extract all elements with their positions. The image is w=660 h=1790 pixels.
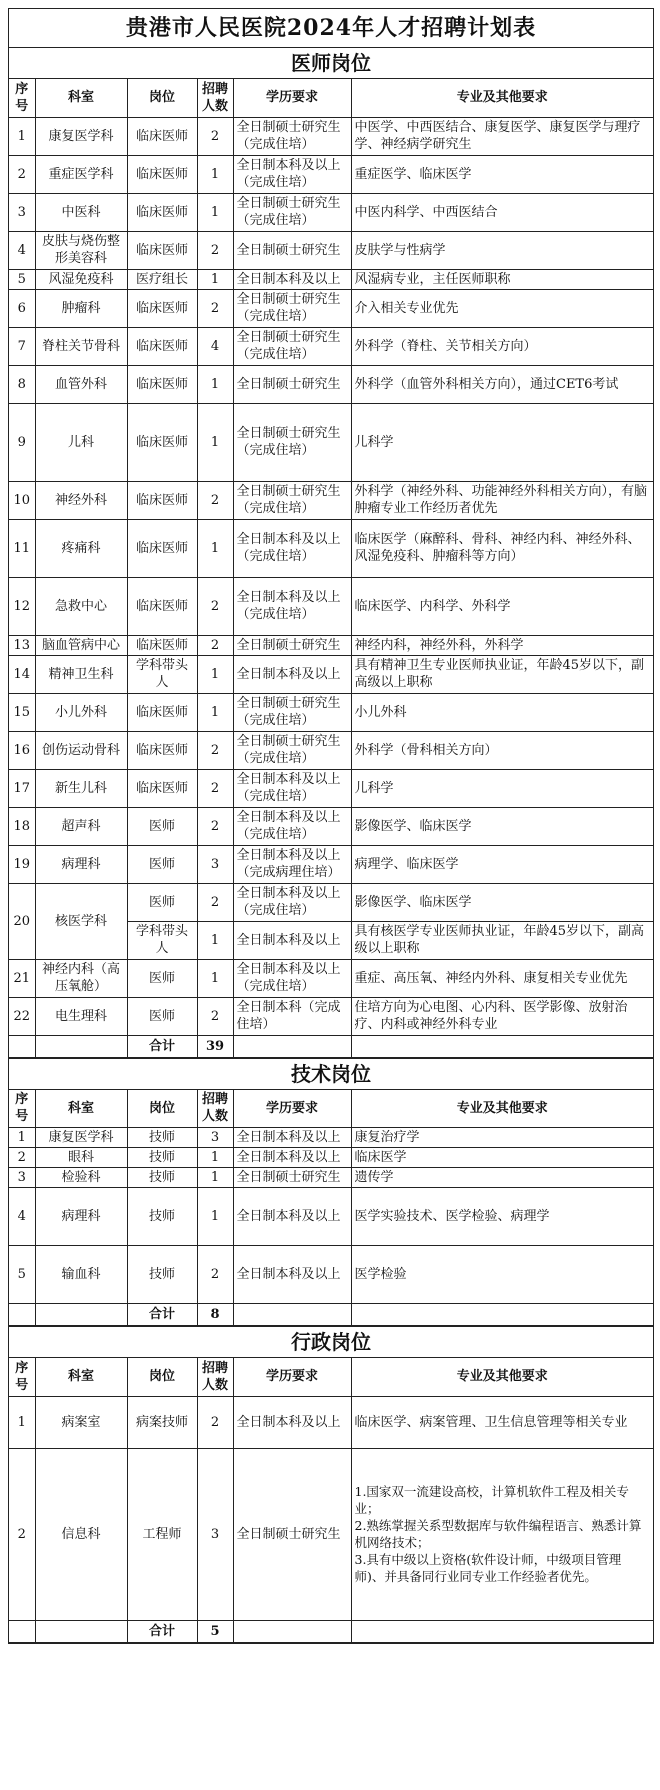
col-header-education: 学历要求 bbox=[233, 1090, 351, 1128]
cell-education: 全日制硕士研究生 bbox=[233, 231, 351, 269]
cell-requirements: 重症、高压氧、神经内外科、康复相关专业优先 bbox=[351, 959, 653, 997]
table-row bbox=[9, 959, 653, 997]
cell-requirements: 遗传学 bbox=[351, 1168, 653, 1188]
table-row bbox=[9, 577, 653, 635]
total-value: 5 bbox=[197, 1620, 233, 1642]
cell-requirements: 医学实验技术、医学检验、病理学 bbox=[351, 1188, 653, 1246]
cell-count: 3 bbox=[197, 1448, 233, 1620]
recruitment-sheet bbox=[8, 8, 654, 1644]
cell-dept: 脊柱关节骨科 bbox=[35, 327, 127, 365]
cell-count: 2 bbox=[197, 731, 233, 769]
cell-count: 1 bbox=[197, 155, 233, 193]
cell-education: 全日制本科及以上 bbox=[233, 921, 351, 959]
cell-requirements: 康复治疗学 bbox=[351, 1128, 653, 1148]
cell-education: 全日制硕士研究生（完成住培） bbox=[233, 289, 351, 327]
total-label: 合计 bbox=[127, 1304, 197, 1326]
table-row bbox=[9, 997, 653, 1035]
cell-count: 2 bbox=[197, 289, 233, 327]
cell-dept: 创伤运动骨科 bbox=[35, 731, 127, 769]
col-header-count: 招聘人数 bbox=[197, 1358, 233, 1396]
cell-count: 2 bbox=[197, 883, 233, 921]
doctor-table bbox=[9, 79, 653, 1058]
cell-no: 12 bbox=[9, 577, 35, 635]
cell-dept: 急救中心 bbox=[35, 577, 127, 635]
cell-count: 1 bbox=[197, 1188, 233, 1246]
col-header-no: 序号 bbox=[9, 1358, 35, 1396]
cell-requirements: 皮肤学与性病学 bbox=[351, 231, 653, 269]
page-title: 贵港市人民医院2024年人才招聘计划表 bbox=[9, 9, 653, 48]
cell-post: 技师 bbox=[127, 1148, 197, 1168]
cell-dept: 小儿外科 bbox=[35, 693, 127, 731]
cell-post: 医师 bbox=[127, 883, 197, 921]
table-row bbox=[9, 883, 653, 921]
table-row bbox=[9, 481, 653, 519]
cell-requirements: 具有核医学专业医师执业证，年龄45岁以下，副高级以上职称 bbox=[351, 921, 653, 959]
table-row bbox=[9, 231, 653, 269]
col-header-dept: 科室 bbox=[35, 1090, 127, 1128]
cell-dept: 病理科 bbox=[35, 1188, 127, 1246]
table-row bbox=[9, 1168, 653, 1188]
col-header-post: 岗位 bbox=[127, 1358, 197, 1396]
cell-no: 9 bbox=[9, 403, 35, 481]
cell-count: 1 bbox=[197, 921, 233, 959]
cell-count: 3 bbox=[197, 845, 233, 883]
table-row bbox=[9, 289, 653, 327]
col-header-education: 学历要求 bbox=[233, 79, 351, 117]
table-row bbox=[9, 365, 653, 403]
cell-post: 技师 bbox=[127, 1246, 197, 1304]
cell-post: 病案技师 bbox=[127, 1396, 197, 1448]
cell-count: 1 bbox=[197, 959, 233, 997]
cell-dept: 重症医学科 bbox=[35, 155, 127, 193]
col-header-requirements: 专业及其他要求 bbox=[351, 1090, 653, 1128]
cell-post: 临床医师 bbox=[127, 403, 197, 481]
cell-education: 全日制硕士研究生（完成住培） bbox=[233, 403, 351, 481]
cell-no: 3 bbox=[9, 193, 35, 231]
cell-post: 技师 bbox=[127, 1168, 197, 1188]
table-row bbox=[9, 845, 653, 883]
cell-dept: 疼痛科 bbox=[35, 519, 127, 577]
col-header-no: 序号 bbox=[9, 79, 35, 117]
cell-education: 全日制硕士研究生（完成住培） bbox=[233, 327, 351, 365]
cell-education: 全日制硕士研究生（完成住培） bbox=[233, 193, 351, 231]
cell-no: 2 bbox=[9, 1448, 35, 1620]
cell-requirements: 重症医学、临床医学 bbox=[351, 155, 653, 193]
cell-post: 临床医师 bbox=[127, 693, 197, 731]
total-row bbox=[9, 1304, 653, 1326]
table-row bbox=[9, 769, 653, 807]
cell-requirements: 儿科学 bbox=[351, 769, 653, 807]
table-row bbox=[9, 193, 653, 231]
cell-dept: 神经内科（高压氧舱） bbox=[35, 959, 127, 997]
cell-count: 2 bbox=[197, 997, 233, 1035]
cell-requirements: 中医内科学、中西医结合 bbox=[351, 193, 653, 231]
cell-dept: 儿科 bbox=[35, 403, 127, 481]
cell-education: 全日制本科及以上（完成住培） bbox=[233, 769, 351, 807]
col-header-no: 序号 bbox=[9, 1090, 35, 1128]
table-row bbox=[9, 1148, 653, 1168]
cell-count: 1 bbox=[197, 193, 233, 231]
cell-dept: 新生儿科 bbox=[35, 769, 127, 807]
cell-no: 8 bbox=[9, 365, 35, 403]
cell-count: 1 bbox=[197, 655, 233, 693]
cell-requirements: 外科学（脊柱、关节相关方向） bbox=[351, 327, 653, 365]
col-header-requirements: 专业及其他要求 bbox=[351, 79, 653, 117]
requirement-line: 3.具有中级以上资格(软件设计师，中级项目管理师)、并具备同行业同专业工作经验者优先。 bbox=[354, 1552, 622, 1584]
cell-no: 1 bbox=[9, 1396, 35, 1448]
cell-count: 2 bbox=[197, 481, 233, 519]
cell-no: 6 bbox=[9, 289, 35, 327]
cell-requirements: 临床医学（麻醉科、骨科、神经内科、神经外科、风湿免疫科、肿瘤科等方向） bbox=[351, 519, 653, 577]
col-header-requirements: 专业及其他要求 bbox=[351, 1358, 653, 1396]
cell-requirements: 住培方向为心电图、心内科、医学影像、放射治疗、内科或神经外科专业 bbox=[351, 997, 653, 1035]
section-heading-doctor: 医师岗位 bbox=[9, 48, 653, 79]
section-heading-tech: 技术岗位 bbox=[9, 1058, 653, 1090]
cell-no: 7 bbox=[9, 327, 35, 365]
cell-no: 14 bbox=[9, 655, 35, 693]
col-header-count: 招聘人数 bbox=[197, 79, 233, 117]
cell-no: 5 bbox=[9, 269, 35, 289]
cell-no: 18 bbox=[9, 807, 35, 845]
cell-requirements: 影像医学、临床医学 bbox=[351, 883, 653, 921]
table-header-row bbox=[9, 79, 653, 117]
cell-no: 4 bbox=[9, 231, 35, 269]
admin-table bbox=[9, 1358, 653, 1643]
table-row bbox=[9, 269, 653, 289]
total-value: 8 bbox=[197, 1304, 233, 1326]
col-header-post: 岗位 bbox=[127, 79, 197, 117]
cell-count: 2 bbox=[197, 117, 233, 155]
cell-dept: 病理科 bbox=[35, 845, 127, 883]
total-label: 合计 bbox=[127, 1035, 197, 1057]
cell-requirements: 儿科学 bbox=[351, 403, 653, 481]
cell-count: 1 bbox=[197, 365, 233, 403]
cell-dept: 康复医学科 bbox=[35, 117, 127, 155]
cell-post: 临床医师 bbox=[127, 635, 197, 655]
cell-post: 工程师 bbox=[127, 1448, 197, 1620]
total-value: 39 bbox=[197, 1035, 233, 1057]
cell-education: 全日制本科及以上（完成住培） bbox=[233, 155, 351, 193]
cell-no: 16 bbox=[9, 731, 35, 769]
cell-dept: 输血科 bbox=[35, 1246, 127, 1304]
cell-dept: 风湿免疫科 bbox=[35, 269, 127, 289]
cell-no: 22 bbox=[9, 997, 35, 1035]
section-heading-admin: 行政岗位 bbox=[9, 1326, 653, 1358]
cell-post: 医师 bbox=[127, 807, 197, 845]
cell-post: 临床医师 bbox=[127, 193, 197, 231]
cell-count: 2 bbox=[197, 807, 233, 845]
cell-post: 临床医师 bbox=[127, 365, 197, 403]
cell-post: 临床医师 bbox=[127, 155, 197, 193]
cell-no: 1 bbox=[9, 117, 35, 155]
cell-post: 临床医师 bbox=[127, 481, 197, 519]
table-row bbox=[9, 155, 653, 193]
cell-requirements: 中医学、中西医结合、康复医学、康复医学与理疗学、神经病学研究生 bbox=[351, 117, 653, 155]
cell-requirements: 外科学（骨科相关方向） bbox=[351, 731, 653, 769]
cell-count: 2 bbox=[197, 635, 233, 655]
cell-no: 3 bbox=[9, 1168, 35, 1188]
table-row bbox=[9, 1188, 653, 1246]
cell-no: 19 bbox=[9, 845, 35, 883]
cell-count: 2 bbox=[197, 769, 233, 807]
cell-requirements: 神经内科，神经外科，外科学 bbox=[351, 635, 653, 655]
cell-no: 21 bbox=[9, 959, 35, 997]
cell-count: 1 bbox=[197, 1168, 233, 1188]
cell-requirements: 临床医学、内科学、外科学 bbox=[351, 577, 653, 635]
cell-education: 全日制硕士研究生（完成住培） bbox=[233, 693, 351, 731]
cell-education: 全日制本科及以上（完成病理住培） bbox=[233, 845, 351, 883]
requirement-line: 2.熟练掌握关系型数据库与软件编程语言、熟悉计算机网络技术； bbox=[354, 1518, 642, 1550]
cell-no: 5 bbox=[9, 1246, 35, 1304]
cell-education: 全日制本科及以上（完成住培） bbox=[233, 519, 351, 577]
col-header-count: 招聘人数 bbox=[197, 1090, 233, 1128]
cell-requirements: 影像医学、临床医学 bbox=[351, 807, 653, 845]
cell-requirements: 风湿病专业，主任医师职称 bbox=[351, 269, 653, 289]
cell-education: 全日制硕士研究生（完成住培） bbox=[233, 117, 351, 155]
cell-post: 医疗组长 bbox=[127, 269, 197, 289]
cell-requirements: 外科学（神经外科、功能神经外科相关方向），有脑肿瘤专业工作经历者优先 bbox=[351, 481, 653, 519]
table-row bbox=[9, 655, 653, 693]
cell-dept: 皮肤与烧伤整形美容科 bbox=[35, 231, 127, 269]
cell-post: 临床医师 bbox=[127, 231, 197, 269]
table-row bbox=[9, 693, 653, 731]
cell-count: 1 bbox=[197, 519, 233, 577]
table-row bbox=[9, 635, 653, 655]
cell-no: 2 bbox=[9, 1148, 35, 1168]
table-row bbox=[9, 807, 653, 845]
cell-post: 医师 bbox=[127, 845, 197, 883]
cell-post: 技师 bbox=[127, 1128, 197, 1148]
cell-no: 4 bbox=[9, 1188, 35, 1246]
table-row bbox=[9, 1246, 653, 1304]
table-row bbox=[9, 327, 653, 365]
cell-requirements: 临床医学、病案管理、卫生信息管理等相关专业 bbox=[351, 1396, 653, 1448]
cell-education: 全日制本科及以上 bbox=[233, 269, 351, 289]
col-header-dept: 科室 bbox=[35, 79, 127, 117]
cell-requirements: 医学检验 bbox=[351, 1246, 653, 1304]
cell-requirements: 小儿外科 bbox=[351, 693, 653, 731]
cell-education: 全日制本科及以上 bbox=[233, 1246, 351, 1304]
cell-education: 全日制本科及以上（完成住培） bbox=[233, 959, 351, 997]
col-header-education: 学历要求 bbox=[233, 1358, 351, 1396]
cell-requirements: 介入相关专业优先 bbox=[351, 289, 653, 327]
cell-post: 医师 bbox=[127, 997, 197, 1035]
cell-no: 2 bbox=[9, 155, 35, 193]
cell-no: 15 bbox=[9, 693, 35, 731]
table-header-row bbox=[9, 1358, 653, 1396]
cell-requirements: 具有精神卫生专业医师执业证，年龄45岁以下，副高级以上职称 bbox=[351, 655, 653, 693]
requirement-line: 1.国家双一流建设高校，计算机软件工程及相关专业； bbox=[354, 1484, 629, 1516]
cell-count: 1 bbox=[197, 269, 233, 289]
cell-education: 全日制本科及以上 bbox=[233, 1128, 351, 1148]
cell-dept: 信息科 bbox=[35, 1448, 127, 1620]
cell-post: 技师 bbox=[127, 1188, 197, 1246]
cell-no: 11 bbox=[9, 519, 35, 577]
cell-education: 全日制本科（完成住培） bbox=[233, 997, 351, 1035]
cell-count: 2 bbox=[197, 1246, 233, 1304]
cell-dept: 中医科 bbox=[35, 193, 127, 231]
col-header-post: 岗位 bbox=[127, 1090, 197, 1128]
cell-post: 学科带头人 bbox=[127, 921, 197, 959]
cell-no: 20 bbox=[9, 883, 35, 959]
cell-dept: 精神卫生科 bbox=[35, 655, 127, 693]
cell-requirements bbox=[351, 1448, 653, 1620]
cell-education: 全日制本科及以上 bbox=[233, 655, 351, 693]
cell-count: 2 bbox=[197, 577, 233, 635]
cell-dept: 康复医学科 bbox=[35, 1128, 127, 1148]
cell-requirements: 外科学（血管外科相关方向），通过CET6考试 bbox=[351, 365, 653, 403]
cell-education: 全日制硕士研究生 bbox=[233, 365, 351, 403]
cell-post: 医师 bbox=[127, 959, 197, 997]
cell-no: 1 bbox=[9, 1128, 35, 1148]
cell-education: 全日制本科及以上 bbox=[233, 1396, 351, 1448]
total-row bbox=[9, 1035, 653, 1057]
cell-post: 临床医师 bbox=[127, 731, 197, 769]
cell-dept: 脑血管病中心 bbox=[35, 635, 127, 655]
cell-post: 临床医师 bbox=[127, 289, 197, 327]
cell-education: 全日制本科及以上 bbox=[233, 1148, 351, 1168]
cell-count: 2 bbox=[197, 1396, 233, 1448]
cell-education: 全日制本科及以上（完成住培） bbox=[233, 883, 351, 921]
table-row bbox=[9, 117, 653, 155]
tech-table bbox=[9, 1090, 653, 1327]
cell-dept: 神经外科 bbox=[35, 481, 127, 519]
cell-count: 1 bbox=[197, 693, 233, 731]
cell-post: 临床医师 bbox=[127, 519, 197, 577]
cell-no: 17 bbox=[9, 769, 35, 807]
cell-no: 10 bbox=[9, 481, 35, 519]
cell-education: 全日制硕士研究生 bbox=[233, 635, 351, 655]
col-header-dept: 科室 bbox=[35, 1358, 127, 1396]
cell-requirements: 病理学、临床医学 bbox=[351, 845, 653, 883]
cell-education: 全日制硕士研究生 bbox=[233, 1168, 351, 1188]
cell-education: 全日制硕士研究生 bbox=[233, 1448, 351, 1620]
cell-post: 临床医师 bbox=[127, 117, 197, 155]
cell-requirements: 临床医学 bbox=[351, 1148, 653, 1168]
table-row bbox=[9, 403, 653, 481]
cell-dept: 核医学科 bbox=[35, 883, 127, 959]
table-row bbox=[9, 731, 653, 769]
cell-dept: 检验科 bbox=[35, 1168, 127, 1188]
cell-education: 全日制本科及以上（完成住培） bbox=[233, 577, 351, 635]
table-row bbox=[9, 1396, 653, 1448]
cell-dept: 电生理科 bbox=[35, 997, 127, 1035]
cell-count: 1 bbox=[197, 403, 233, 481]
cell-dept: 肿瘤科 bbox=[35, 289, 127, 327]
table-row bbox=[9, 519, 653, 577]
cell-no: 13 bbox=[9, 635, 35, 655]
cell-education: 全日制硕士研究生（完成住培） bbox=[233, 731, 351, 769]
cell-dept: 血管外科 bbox=[35, 365, 127, 403]
cell-dept: 病案室 bbox=[35, 1396, 127, 1448]
cell-education: 全日制硕士研究生（完成住培） bbox=[233, 481, 351, 519]
cell-count: 4 bbox=[197, 327, 233, 365]
table-row bbox=[9, 1128, 653, 1148]
cell-education: 全日制本科及以上（完成住培） bbox=[233, 807, 351, 845]
table-row bbox=[9, 1448, 653, 1620]
cell-count: 1 bbox=[197, 1148, 233, 1168]
cell-post: 临床医师 bbox=[127, 769, 197, 807]
cell-dept: 超声科 bbox=[35, 807, 127, 845]
cell-post: 临床医师 bbox=[127, 577, 197, 635]
cell-dept: 眼科 bbox=[35, 1148, 127, 1168]
cell-count: 2 bbox=[197, 231, 233, 269]
total-label: 合计 bbox=[127, 1620, 197, 1642]
table-header-row bbox=[9, 1090, 653, 1128]
total-row bbox=[9, 1620, 653, 1642]
cell-post: 临床医师 bbox=[127, 327, 197, 365]
cell-count: 3 bbox=[197, 1128, 233, 1148]
cell-post: 学科带头人 bbox=[127, 655, 197, 693]
cell-education: 全日制本科及以上 bbox=[233, 1188, 351, 1246]
